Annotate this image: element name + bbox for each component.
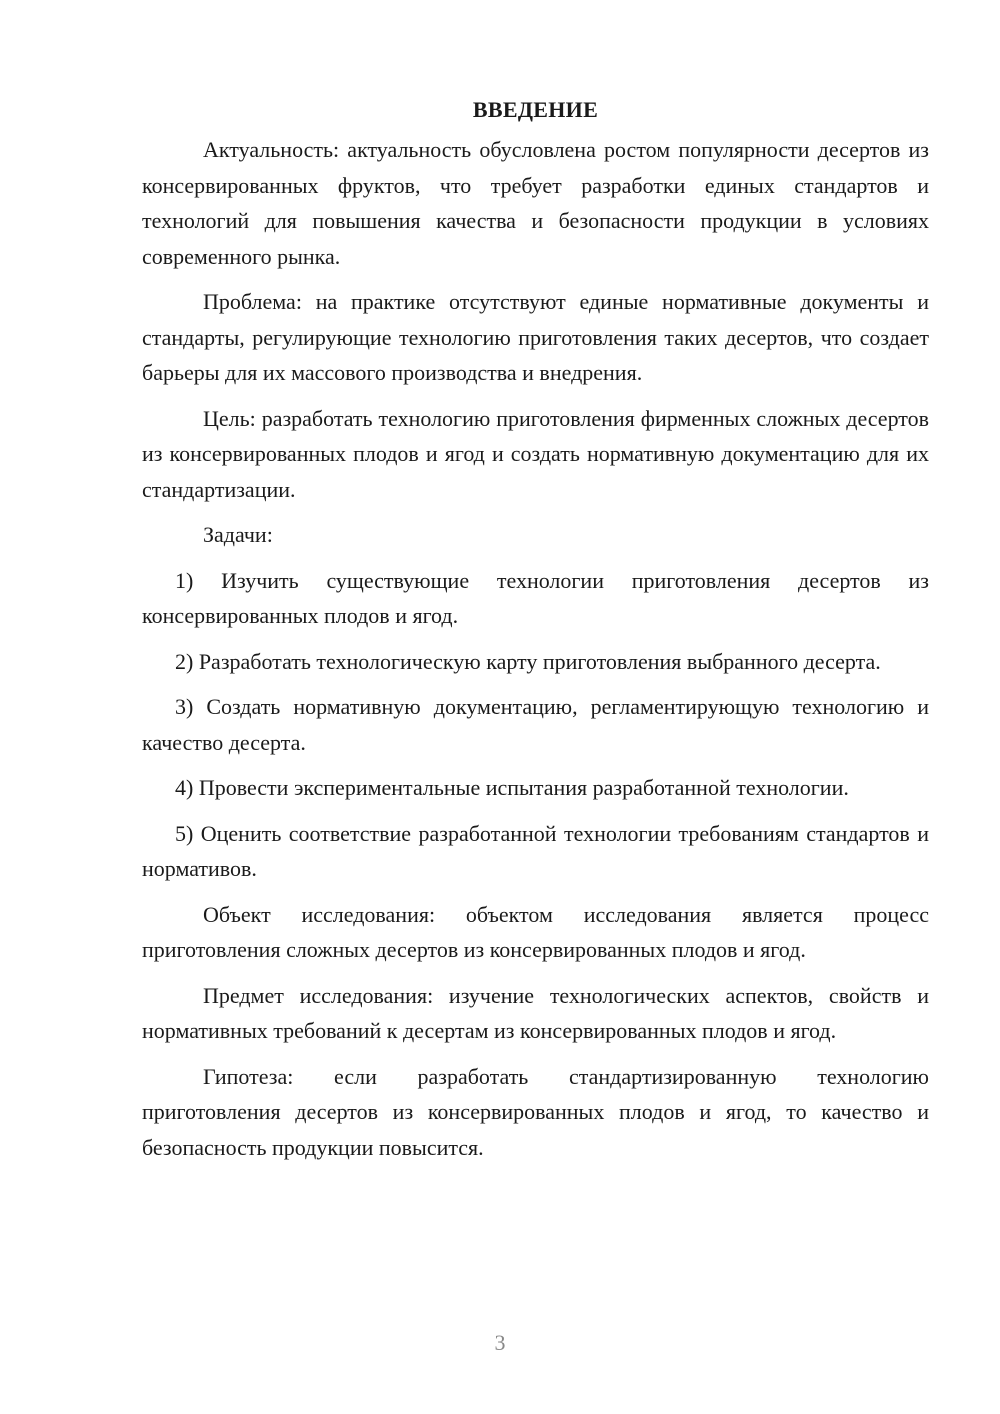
paragraph-hypothesis: Гипотеза: если разработать стандартизированную технологию приготовления десертов из консервированных плодов и ягод, то качество и безопасность продукции повысится. [142, 1063, 929, 1160]
paragraph-subject: Предмет исследования: изучение технологических аспектов, свойств и нормативных требований к десертам из консервированных плодов и ягод. [142, 982, 929, 1043]
tasks-label: Задачи: [203, 522, 273, 547]
task-item: 1) Изучить существующие технологии приготовления десертов из консервированных плодов и ягод. [142, 567, 929, 628]
paragraph-relevance: Актуальность: актуальность обусловлена ростом популярности десертов из консервированных фруктов, что требует разработки единых стандартов и технологий для повышения качества и безопасности продукции в условиях современного рынка. [142, 137, 929, 269]
task-item: 5) Оценить соответствие разработанной технологии требованиям стандартов и нормативов. [142, 820, 929, 881]
paragraph-object: Объект исследования: объектом исследования является процесс приготовления сложных десертов из консервированных плодов и ягод. [142, 901, 929, 962]
section-heading: ВВЕДЕНИЕ [472, 97, 599, 122]
paragraph-problem: Проблема: на практике отсутствуют единые нормативные документы и стандарты, регулирующие технологию приготовления таких десертов, что создает барьеры для их массового производства и внедрения. [142, 289, 929, 385]
task-item: 4) Провести экспериментальные испытания разработанной технологии. [175, 775, 849, 800]
task-item: 3) Создать нормативную документацию, регламентирующую технологию и качество десерта. [142, 694, 929, 755]
document-page [142, 92, 929, 1175]
task-item: 2) Разработать технологическую карту приготовления выбранного десерта. [175, 648, 881, 674]
paragraph-goal: Цель: разработать технологию приготовления фирменных сложных десертов из консервированных плодов и ягод и создать нормативную документацию для их стандартизации. [142, 405, 929, 502]
page-number: 3 [494, 1330, 506, 1355]
